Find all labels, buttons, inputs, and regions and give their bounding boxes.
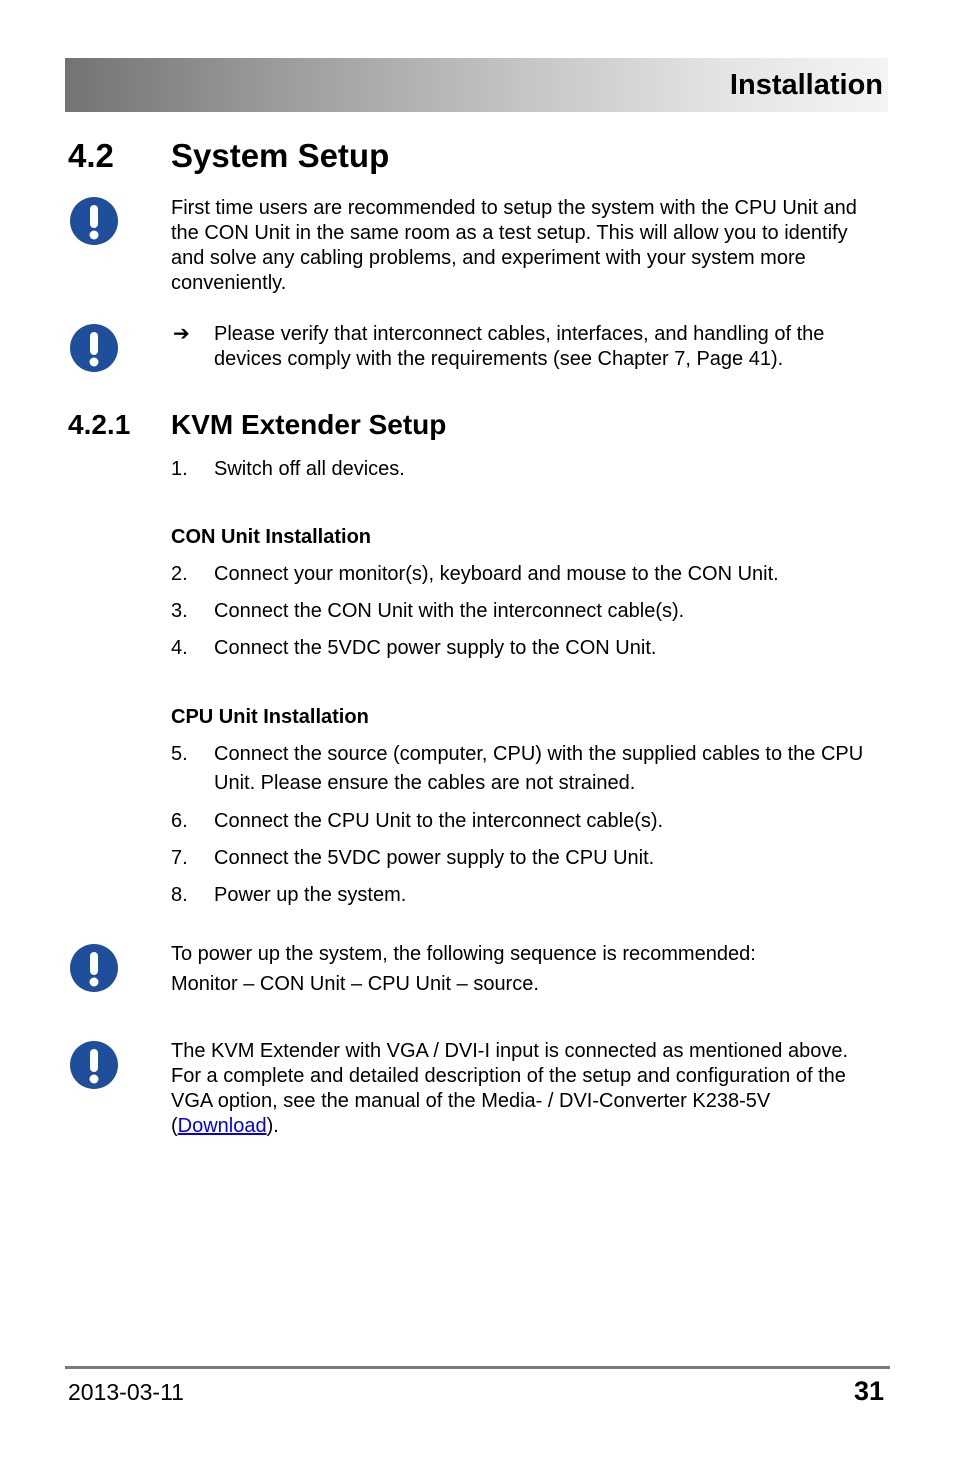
step-text: Connect the source (computer, CPU) with the supplied cables to the CPU Unit. Please ensure the cables are not strained.: [214, 743, 864, 794]
header-title: Installation: [729, 69, 883, 101]
note-vga-end: ).: [266, 1115, 279, 1137]
step-number: 2.: [171, 563, 188, 585]
arrow-icon: ➔: [173, 323, 190, 345]
footer-rule: [65, 1366, 890, 1369]
note-vga-text: The KVM Extender with VGA / DVI-I input is connected as mentioned above. For a complete and detailed description of the setup and configuration of the VGA option, see the manual of the Media- / DVI-Converter K238-5V (: [171, 1040, 849, 1137]
step-number: 5.: [171, 743, 188, 765]
note-first-time-users: First time users are recommended to setup the system with the CPU Unit and the CON Unit in the same room as a test setup. This will allow you to identify and solve any cabling problems, and experiment with your system more conveniently.: [171, 197, 857, 294]
step-text: Connect the 5VDC power supply to the CPU Unit.: [214, 847, 655, 869]
page-number: 31: [853, 1376, 884, 1406]
step-text: Connect the CON Unit with the interconnect cable(s).: [214, 600, 685, 622]
step-text: Connect the 5VDC power supply to the CON Unit.: [214, 637, 657, 659]
exclamation-circle-icon: [70, 197, 118, 245]
cpu-install-heading: CPU Unit Installation: [171, 706, 369, 728]
download-link[interactable]: Download: [177, 1115, 267, 1137]
step-text: Switch off all devices.: [214, 458, 405, 480]
section-number: 4.2: [68, 137, 114, 174]
step-text: Power up the system.: [214, 884, 407, 906]
header-bar: [65, 58, 888, 112]
step-number: 8.: [171, 884, 188, 906]
note-verify-cables: Please verify that interconnect cables, interfaces, and handling of the devices comply with the requirements (see Chapter 7, Page 41).: [214, 323, 825, 370]
step-number: 3.: [171, 600, 188, 622]
subsection-title: KVM Extender Setup: [171, 409, 447, 440]
note-power-up-sequence: To power up the system, the following sequence is recommended:: [171, 943, 756, 965]
step-number: 6.: [171, 810, 188, 832]
step-text: Connect the CPU Unit to the interconnect cable(s).: [214, 810, 664, 832]
section-title: System Setup: [171, 137, 390, 174]
exclamation-circle-icon: [70, 324, 118, 372]
step-number: 7.: [171, 847, 188, 869]
step-text: Connect your monitor(s), keyboard and mouse to the CON Unit.: [214, 563, 779, 585]
exclamation-circle-icon: [70, 944, 118, 992]
subsection-number: 4.2.1: [68, 409, 131, 440]
step-number: 1.: [171, 458, 188, 480]
footer-date: 2013-03-11: [68, 1379, 184, 1405]
con-install-heading: CON Unit Installation: [171, 526, 371, 548]
exclamation-circle-icon: [70, 1041, 118, 1089]
step-number: 4.: [171, 637, 188, 659]
note-power-up-order: Monitor – CON Unit – CPU Unit – source.: [171, 973, 539, 995]
note-vga-option: [171, 1039, 861, 1139]
